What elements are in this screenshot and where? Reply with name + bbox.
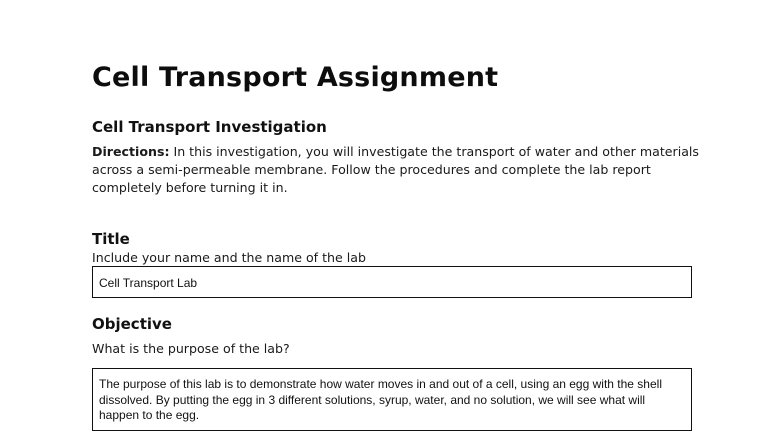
title-answer-field[interactable]: Cell Transport Lab <box>92 266 692 298</box>
directions-paragraph <box>92 143 702 197</box>
objective-heading: Objective <box>92 315 172 333</box>
title-hint: Include your name and the name of the lab <box>92 250 366 265</box>
directions-text: In this investigation, you will investigate the transport of water and other materials across a semi-permeable membrane. Follow the procedures and complete the lab report completely before turning it in. <box>92 144 699 195</box>
directions-label: Directions: <box>92 144 170 159</box>
title-heading: Title <box>92 230 130 248</box>
objective-answer-field[interactable]: The purpose of this lab is to demonstrate how water moves in and out of a cell, using an egg with the shell dissolved. By putting the egg in 3 different solutions, syrup, water, and no solution, we will see what will happen to the egg. <box>92 368 692 431</box>
objective-hint: What is the purpose of the lab? <box>92 341 290 356</box>
investigation-heading: Cell Transport Investigation <box>92 118 327 136</box>
document-title: Cell Transport Assignment <box>92 62 499 93</box>
